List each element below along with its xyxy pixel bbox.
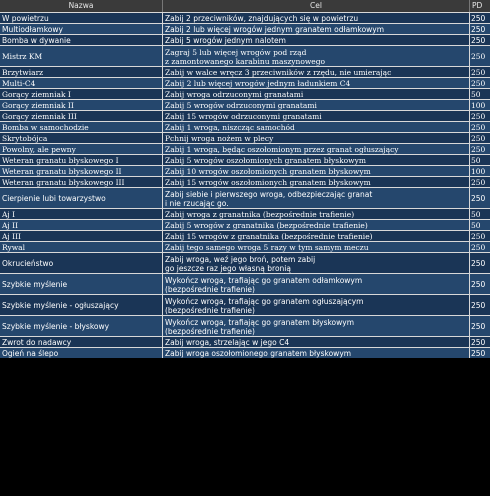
cell-pd: 250: [471, 349, 486, 358]
cell-goal: Zabij w walce wręcz 3 przeciwników z rzędu, nie umierając: [163, 67, 470, 77]
cell-name: Skrytobójca: [0, 133, 163, 143]
table-row: [0, 315, 490, 336]
cell-goal: Zabij 5 wrogów odrzuconymi granatami: [163, 100, 470, 110]
column-header-goal: Cel: [163, 0, 470, 12]
table-row: [0, 110, 490, 121]
cell-goal: Zabij 5 wrogów jednym nalotem: [163, 35, 470, 45]
cell-name: Powolny, ale pewny: [0, 144, 163, 154]
cell-goal: Zabij 15 wrogów oszołomionych granatem błyskowym: [163, 177, 470, 187]
cell-pd: 250: [471, 14, 486, 23]
cell-pd: 250: [471, 145, 486, 154]
cell-goal: Wykończ wroga, trafiając go granatem błyskowym (bezpośrednie trafienie): [163, 316, 470, 336]
column-header-pd: PD: [472, 1, 483, 10]
table-row: [0, 208, 490, 219]
table-row: [0, 165, 490, 176]
cell-name: Szybkie myślenie - błyskowy: [0, 316, 163, 336]
cell-pd: 50: [471, 156, 481, 165]
cell-pd: 100: [471, 101, 486, 110]
table-row: [0, 176, 490, 187]
table-row: [0, 143, 490, 154]
cell-goal: Wykończ wroga, trafiając go granatem ogłuszającym (bezpośrednie trafienie): [163, 295, 470, 315]
cell-pd: 250: [471, 322, 486, 331]
table-row: [0, 230, 490, 241]
cell-name: Okrucieństwo: [0, 253, 163, 273]
cell-name: Szybkie myślenie - ogłuszający: [0, 295, 163, 315]
cell-goal: Zabij 2 przeciwników, znajdujących się w powietrzu: [163, 13, 470, 23]
cell-name: Bomba w dywanie: [0, 35, 163, 45]
cell-name: Multiodłamkowy: [0, 24, 163, 34]
cell-goal: Zabij wroga odrzuconymi granatami: [163, 89, 470, 99]
cell-goal: Zabij 2 lub więcej wrogów jednym ładunkiem C4: [163, 78, 470, 88]
cell-name: Zwrot do nadawcy: [0, 337, 163, 347]
cell-goal: Zabij 5 wrogów oszołomionych granatem błyskowym: [163, 155, 470, 165]
cell-pd: 250: [471, 194, 486, 203]
column-header-name: Nazwa: [0, 0, 163, 12]
cell-pd: 250: [471, 68, 486, 77]
cell-name: Weteran granatu błyskowego III: [0, 177, 163, 187]
table-row: [0, 154, 490, 165]
cell-goal: Wykończ wroga, trafiając go granatem odłamkowym (bezpośrednie trafienie): [163, 274, 470, 294]
cell-pd: 250: [471, 25, 486, 34]
cell-name: Aj II: [0, 220, 163, 230]
table-row: [0, 121, 490, 132]
cell-goal: Zabij tego samego wroga 5 razy w tym samym meczu: [163, 242, 470, 252]
cell-pd: 50: [471, 90, 481, 99]
table-row: [0, 132, 490, 143]
cell-pd: 250: [471, 232, 486, 241]
cell-name: Rywal: [0, 242, 163, 252]
cell-name: Aj III: [0, 231, 163, 241]
cell-name: Mistrz KM: [0, 46, 163, 66]
table-row: [0, 88, 490, 99]
cell-name: W powietrzu: [0, 13, 163, 23]
table-row: [0, 99, 490, 110]
table-body: [0, 12, 490, 358]
cell-pd: 250: [471, 243, 486, 252]
cell-name: Aj I: [0, 209, 163, 219]
cell-name: Brzytwiarz: [0, 67, 163, 77]
cell-pd: 250: [471, 280, 486, 289]
cell-pd: 250: [471, 36, 486, 45]
cell-goal: Zabij 15 wrogów odrzuconymi granatami: [163, 111, 470, 121]
table-row: [0, 23, 490, 34]
table-row: [0, 77, 490, 88]
table-row: [0, 241, 490, 252]
cell-pd: 250: [471, 134, 486, 143]
table-row: [0, 336, 490, 347]
table-row: [0, 347, 490, 358]
cell-goal: Pchnij wroga nożem w plecy: [163, 133, 470, 143]
table-row: [0, 219, 490, 230]
cell-pd: 250: [471, 52, 486, 61]
cell-goal: Zabij wroga oszołomionego granatem błyskowym: [163, 348, 470, 358]
cell-goal: Zabij siebie i pierwszego wroga, odbezpieczając granat i nie rzucając go.: [163, 188, 470, 208]
cell-name: Weteran granatu błyskowego I: [0, 155, 163, 165]
cell-name: Multi-C4: [0, 78, 163, 88]
table-row: [0, 34, 490, 45]
cell-pd: 250: [471, 123, 486, 132]
cell-goal: Zabij 2 lub więcej wrogów jednym granatem odłamkowym: [163, 24, 470, 34]
cell-goal: Zabij wroga, weź jego broń, potem zabij go jeszcze raz jego własną bronią: [163, 253, 470, 273]
table-row: [0, 294, 490, 315]
cell-goal: Zabij 5 wrogów z granatnika (bezpośrednie trafienie): [163, 220, 470, 230]
cell-name: Szybkie myślenie: [0, 274, 163, 294]
cell-name: Bomba w samochodzie: [0, 122, 163, 132]
cell-goal: Zabij 15 wrogów z granatnika (bezpośrednie trafienie): [163, 231, 470, 241]
cell-name: Gorący ziemniak III: [0, 111, 163, 121]
cell-name: Ogień na ślepo: [0, 348, 163, 358]
cell-name: Cierpienie lubi towarzystwo: [0, 188, 163, 208]
cell-pd: 250: [471, 338, 486, 347]
table-row: [0, 187, 490, 208]
cell-goal: Zabij 1 wroga, niszcząc samochód: [163, 122, 470, 132]
cell-pd: 100: [471, 167, 486, 176]
table-header: [0, 0, 490, 12]
cell-pd: 250: [471, 259, 486, 268]
cell-goal: Zabij 1 wroga, będąc oszołomionym przez granat ogłuszający: [163, 144, 470, 154]
cell-goal: Zabij 10 wrogów oszołomionych granatem błyskowym: [163, 166, 470, 176]
cell-goal: Zagraj 5 lub więcej wrogów pod rząd z zamontowanego karabinu maszynowego: [163, 46, 470, 66]
cell-goal: Zabij wroga, strzelając w jego C4: [163, 337, 470, 347]
cell-name: Weteran granatu błyskowego II: [0, 166, 163, 176]
cell-pd: 250: [471, 301, 486, 310]
cell-pd: 250: [471, 178, 486, 187]
cell-goal: Zabij wroga z granatnika (bezpośrednie trafienie): [163, 209, 470, 219]
cell-pd: 50: [471, 210, 481, 219]
cell-name: Gorący ziemniak I: [0, 89, 163, 99]
cell-pd: 250: [471, 79, 486, 88]
table-row: [0, 12, 490, 23]
cell-pd: 50: [471, 221, 481, 230]
cell-name: Gorący ziemniak II: [0, 100, 163, 110]
table-row: [0, 66, 490, 77]
table-row: [0, 273, 490, 294]
table-row: [0, 252, 490, 273]
cell-pd: 250: [471, 112, 486, 121]
table-row: [0, 45, 490, 66]
